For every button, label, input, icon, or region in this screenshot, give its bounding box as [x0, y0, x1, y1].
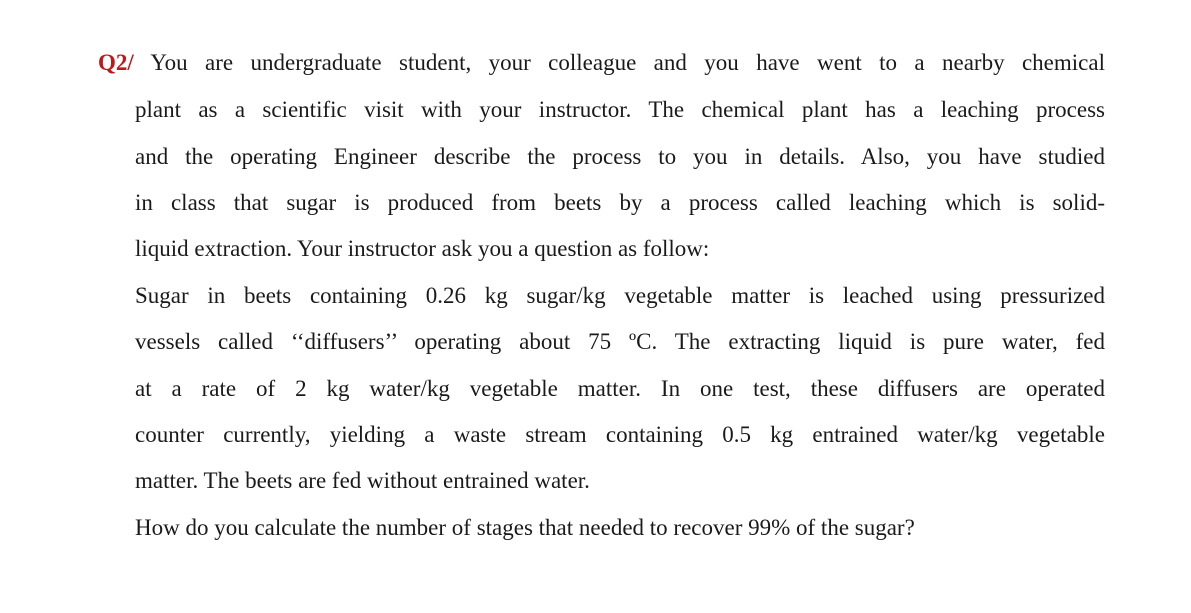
question-text-line: at a rate of 2 kg water/kg vegetable matter. In one test, these diffusers are operated	[135, 376, 1105, 401]
question-text-line: matter. The beets are fed without entrained water.	[135, 468, 590, 493]
question-text-line: Sugar in beets containing 0.26 kg sugar/kg vegetable matter is leached using pressurized	[135, 283, 1105, 308]
question-line-8	[135, 374, 1105, 404]
question-line-3	[135, 142, 1105, 172]
question-line-7	[135, 327, 1105, 357]
question-text-line: vessels called ‘‘diffusers’’ operating about 75 ºC. The extracting liquid is pure water, fed	[135, 329, 1105, 354]
question-line-11	[135, 513, 915, 543]
question-text-line: liquid extraction. Your instructor ask you a question as follow:	[135, 236, 710, 261]
question-text-line: and the operating Engineer describe the process to you in details. Also, you have studied	[135, 144, 1105, 169]
question-line-2	[135, 95, 1105, 125]
question-line-6	[135, 281, 1105, 311]
question-line-5	[135, 234, 709, 264]
question-text-line: in class that sugar is produced from beets by a process called leaching which is solid-	[135, 190, 1105, 215]
question-line-9	[135, 420, 1105, 450]
question-line-4	[135, 188, 1105, 218]
question-text-line: How do you calculate the number of stages that needed to recover 99% of the sugar?	[135, 515, 915, 540]
question-text-line: plant as a scientific visit with your instructor. The chemical plant has a leaching process	[135, 97, 1105, 122]
question-text-line: counter currently, yielding a waste stream containing 0.5 kg entrained water/kg vegetable	[135, 422, 1105, 447]
question-line-1	[98, 48, 1105, 78]
question-text-line: You are undergraduate student, your colleague and you have went to a nearby chemical	[150, 50, 1105, 75]
question-label: Q2/	[98, 50, 134, 75]
question-line-10	[135, 466, 590, 496]
